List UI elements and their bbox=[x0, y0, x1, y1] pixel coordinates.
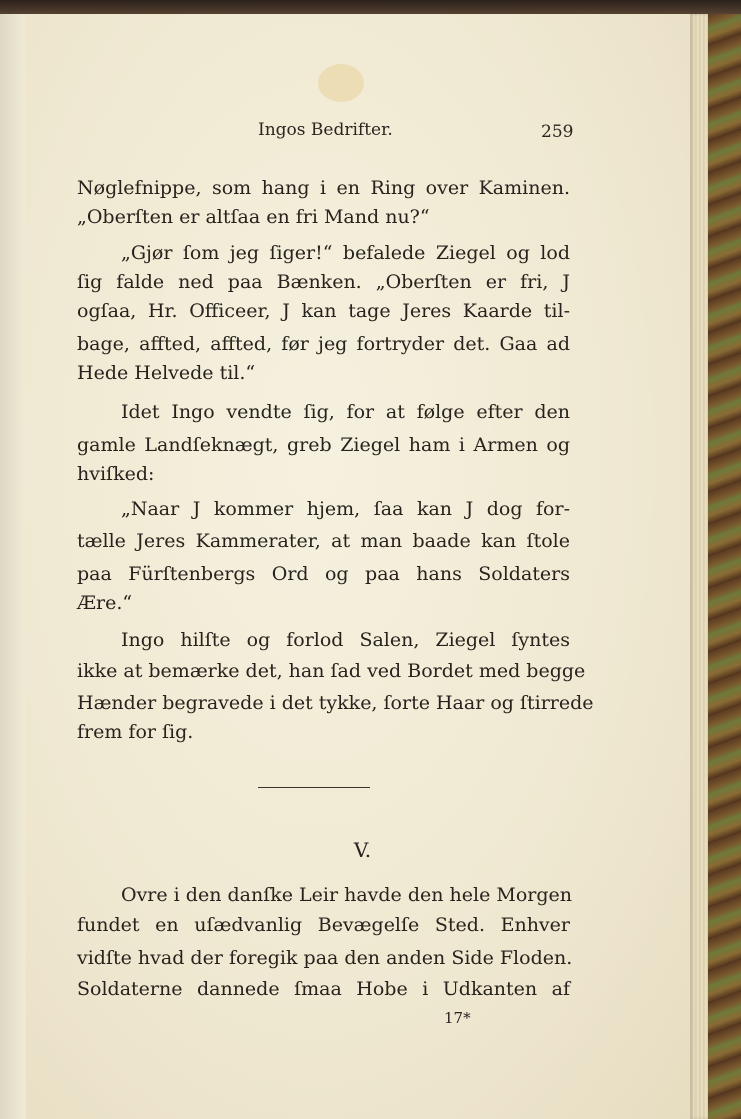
text-line: gamle Landſeknægt, greb Ziegel ham i Armen og bbox=[77, 434, 570, 456]
text-line: „Naar J kommer hjem, ſaa kan J dog for- bbox=[121, 498, 570, 520]
text-line: fundet en uſædvanlig Bevægelſe Sted. Enhver bbox=[77, 914, 570, 936]
text-line: tælle Jeres Kammerater, at man baade kan ſtole bbox=[77, 530, 570, 552]
text-line: ikke at bemærke det, han ſad ved Bordet med begge bbox=[77, 660, 586, 682]
page-header bbox=[0, 120, 700, 150]
text-line: Hænder begravede i det tykke, ſorte Haar og ſtirrede bbox=[77, 692, 594, 714]
text-line: vidſte hvad der foregik paa den anden Side Floden. bbox=[77, 947, 573, 969]
text-line: paa Fürſtenbergs Ord og paa hans Soldaters bbox=[77, 563, 570, 585]
text-line: ogſaa, Hr. Officeer, J kan tage Jeres Kaarde til- bbox=[77, 300, 570, 322]
text-line: Ovre i den danſke Leir havde den hele Morgen bbox=[121, 884, 572, 906]
text-line: hviſked: bbox=[77, 463, 155, 485]
text-line: „Gjør ſom jeg ſiger!“ befalede Ziegel og lod bbox=[121, 242, 570, 264]
chapter-number: V. bbox=[353, 838, 372, 862]
section-divider bbox=[258, 787, 370, 788]
book-cover-edge bbox=[708, 14, 741, 1119]
foxing-stain bbox=[318, 64, 364, 102]
page-edges bbox=[690, 14, 708, 1119]
printer-signature: 17* bbox=[444, 1009, 471, 1027]
text-line: frem for ſig. bbox=[77, 721, 194, 743]
page-gutter bbox=[0, 14, 26, 1119]
page-number: 259 bbox=[541, 122, 574, 142]
text-line: Ære.“ bbox=[77, 592, 133, 614]
text-line: bage, affted, affted, før jeg fortryder det. Gaa ad bbox=[77, 333, 570, 355]
text-line: Ingo hilſte og forlod Salen, Ziegel ſyntes bbox=[121, 629, 570, 651]
text-line: Hede Helvede til.“ bbox=[77, 362, 256, 384]
text-line: Nøglefnippe, som hang i en Ring over Kaminen. bbox=[77, 177, 570, 199]
text-line: „Oberſten er altſaa en fri Mand nu?“ bbox=[77, 206, 430, 228]
text-line: ſig falde ned paa Bænken. „Oberſten er fri, J bbox=[77, 271, 570, 293]
book-page bbox=[0, 14, 700, 1119]
running-title: Ingos Bedrifter. bbox=[258, 120, 393, 140]
text-line: Soldaterne dannede ſmaa Hobe i Udkanten af bbox=[77, 978, 570, 1000]
text-line: Idet Ingo vendte ſig, for at følge efter den bbox=[121, 401, 570, 423]
